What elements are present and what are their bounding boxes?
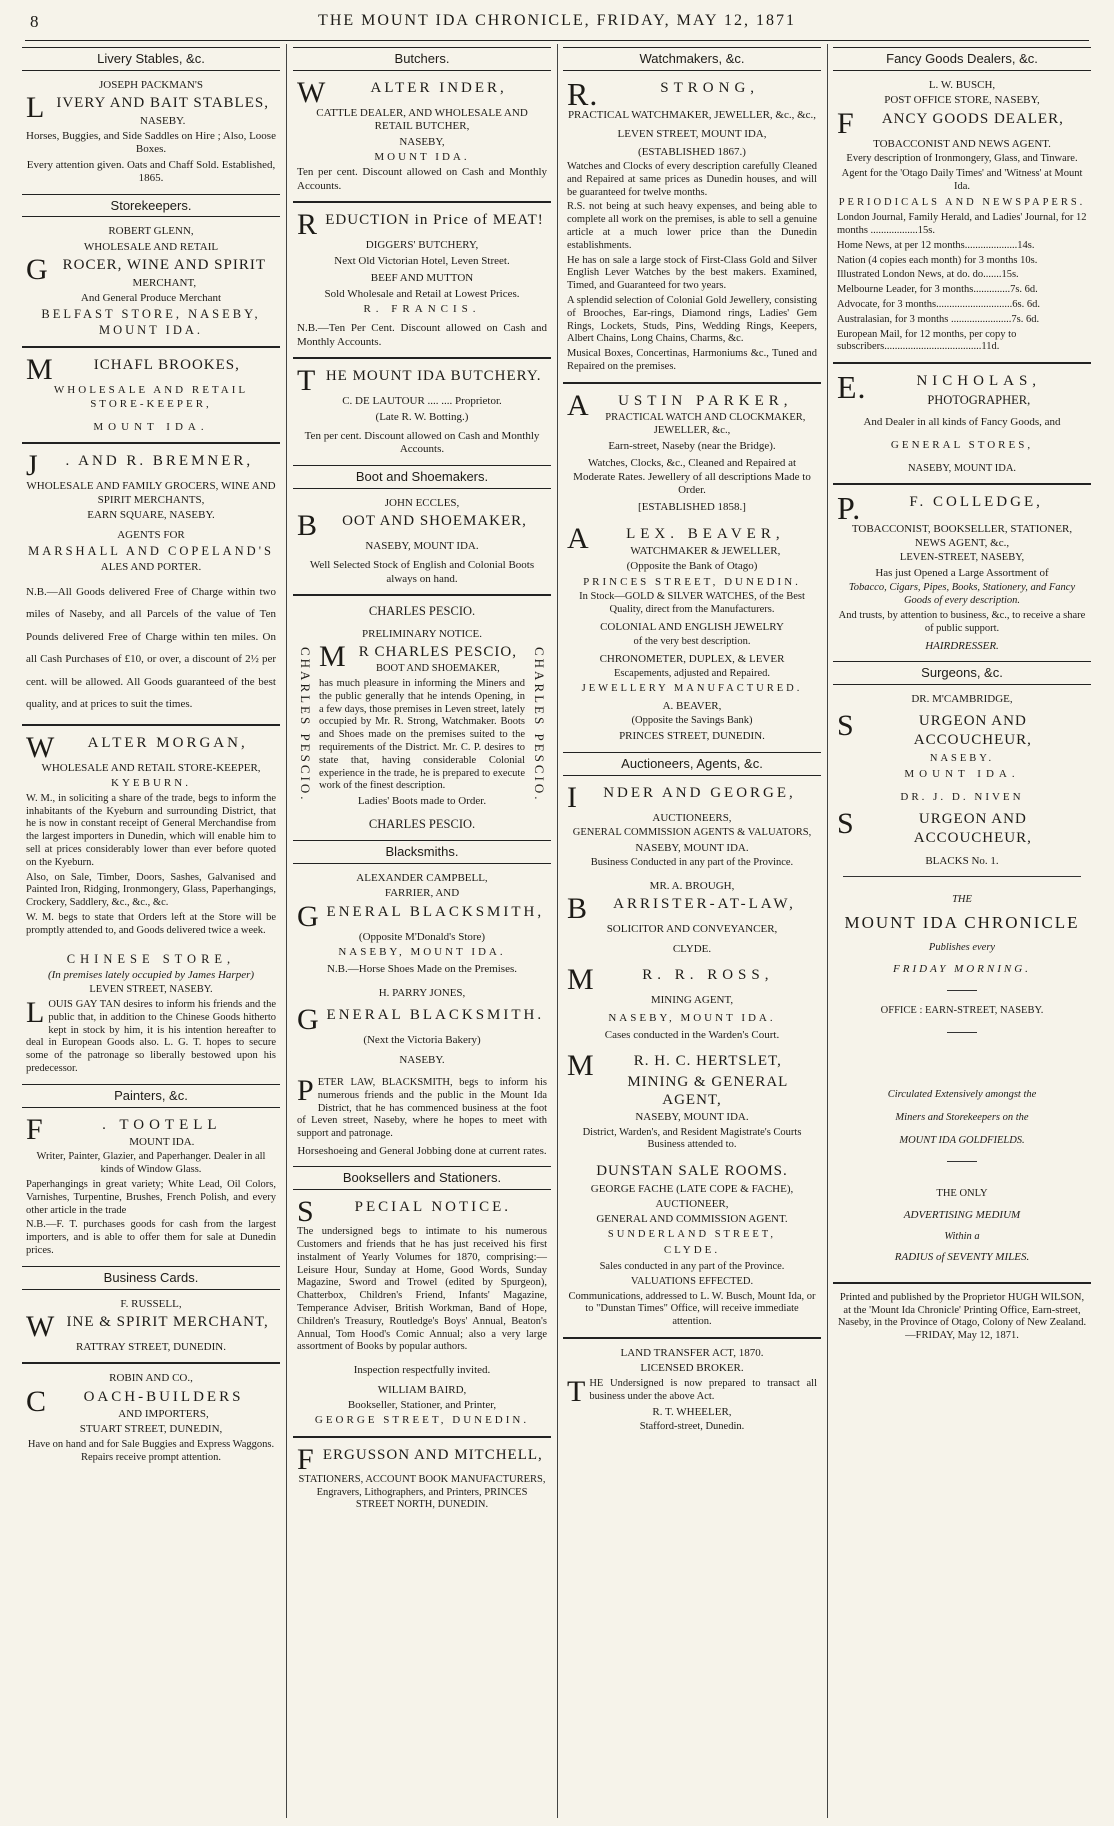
ad-line: AUCTIONEER,: [655, 1197, 729, 1210]
ad-name: A. BEAVER,: [662, 700, 722, 713]
ad-bremner: [22, 447, 280, 721]
column-4: [833, 44, 1091, 1818]
ad-body: Also, on Sale, Timber, Doors, Sashes, Galvanised and Painted Iron, Ridging, Ironmongery, Glass, Paperhangings, Crockery, Saddlery, &c., &c., &c.: [26, 871, 276, 909]
drop-cap: W: [26, 1309, 56, 1343]
ad-land-transfer: [563, 1342, 821, 1439]
ad-place: NASEBY, MOUNT IDA.: [635, 1111, 749, 1124]
ad-body: Writer, Painter, Glazier, and Paperhanger. Dealer in all kinds of Window Glass.: [36, 1151, 266, 1176]
ad-line: WHOLESALE AND RETAIL STORE-KEEPER,: [41, 761, 261, 774]
ad-title: R. R. ROSS,: [642, 967, 774, 984]
ad-busch: [833, 74, 1091, 359]
ad-title: ERGUSSON AND MITCHELL,: [322, 1446, 543, 1463]
ad-title: OACH-BUILDERS: [83, 1388, 244, 1405]
ad-place: MOUNT IDA.: [904, 767, 1020, 780]
ad-body: A splendid selection of Colonial Gold Jewellery, consisting of Brooches, Ear-rings, Diamond rings, Ladies' Gem Rings, Lockets, Studs, Pins, Wedding Rings, Keepers, Albert Chains, Long Chains, Charms, &c.: [567, 295, 817, 345]
ad-name: ROBERT GLENN,: [108, 225, 194, 238]
ad-line: PRACTICAL WATCH AND CLOCKMAKER, JEWELLER, &c.,: [605, 412, 806, 436]
ad-title: HE MOUNT IDA BUTCHERY.: [325, 368, 542, 385]
ad-place: BLACKS No. 1.: [925, 855, 999, 868]
ad-body: Paperhangings in great variety; White Lead, Oil Colors, Varnishes, Turpentine, Brushes, French Polish, and every other article in the trade: [26, 1178, 276, 1216]
ad-title: URGEON AND ACCOUCHEUR,: [913, 811, 1032, 846]
ad-baird: [293, 1193, 551, 1433]
ad-body: ETER LAW, BLACKSMITH, begs to inform his numerous friends and the public in the Mount Ida District, that he has commenced business at the foot of Leven street, Naseby, where he hopes to meet with support and patronage.: [297, 1076, 547, 1140]
ad-title: URGEON AND ACCOUCHEUR,: [913, 713, 1032, 748]
ad-body: Every description of Ironmongery, Glass, and Tinware.: [846, 153, 1078, 165]
column-2: [293, 44, 551, 1818]
drop-cap: B: [297, 509, 319, 543]
ad-address: BELFAST STORE, NASEBY, MOUNT IDA.: [41, 307, 261, 337]
masthead-notice: [833, 880, 1091, 1278]
ad-body: Ten per cent. Discount allowed on Cash and Monthly Accounts.: [304, 429, 540, 456]
ad-fergusson: [293, 1441, 551, 1517]
drop-cap: G: [297, 899, 320, 933]
drop-cap: S: [837, 807, 855, 841]
ad-line: Ladies' Boots made to Order.: [357, 795, 487, 808]
ad-line: WATCHMAKER & JEWELLER,: [630, 545, 781, 558]
ad-body: has much pleasure in informing the Miners and the public generally that he intends Opening, in a few days, those premises in Leven street, lately occupied by Mr. R. Strong, Watchmaker. Boots and Shoes made on the premises suited to the requirements of the District. Mr. C. P. desires to state that, having considerable Colonial experience in the trade, he is prepared to execute work of the finest description.: [319, 678, 525, 792]
ad-title: NDER AND GEORGE,: [603, 784, 796, 801]
section-header-blacksmiths: Blacksmiths.: [293, 840, 551, 864]
drop-cap: L: [26, 91, 46, 125]
ad-name: R. T. WHEELER,: [652, 1405, 732, 1418]
section-header-watchmakers: Watchmakers, &c.: [563, 47, 821, 71]
ad-packman: [22, 74, 280, 191]
ad-place: NASEBY, MOUNT IDA.: [365, 540, 479, 553]
ad-place: LEVEN STREET, NASEBY.: [89, 984, 213, 996]
ad-body: Has just Opened a Large Assortment of: [875, 567, 1049, 579]
ad-line: JEWELLERY MANUFACTURED.: [581, 683, 803, 695]
ad-tootell: [22, 1111, 280, 1263]
ad-title: CHARLES PESCIO.: [368, 604, 476, 619]
ad-place: CLYDE.: [663, 1243, 721, 1256]
drop-cap: A: [567, 521, 590, 555]
ad-line: And General Produce Merchant: [80, 291, 222, 304]
drop-cap: B: [567, 892, 589, 926]
ad-place: NASEBY, MOUNT IDA.: [608, 1011, 776, 1024]
column-divider: [557, 44, 558, 1818]
ad-line: Escapements, adjusted and Repaired.: [614, 668, 770, 680]
ad-line: BEEF AND MUTTON: [370, 272, 474, 285]
ad-title: . AND R. BREMNER,: [65, 453, 254, 470]
ad-line: Next Old Victorian Hotel, Leven Street.: [334, 254, 510, 267]
drop-cap: M: [567, 963, 595, 997]
ad-line: GENERAL AND COMMISSION AGENT.: [596, 1213, 788, 1226]
ad-line: (Opposite the Bank of Otago): [626, 560, 758, 573]
ad-title: IVERY AND BAIT STABLES,: [56, 95, 269, 112]
column-1: [22, 44, 280, 1818]
ad-name: DR. J. D. NIVEN: [900, 791, 1024, 804]
ad-place: NASEBY.: [139, 114, 186, 127]
ad-place: LEVEN-STREET, NASEBY,: [899, 552, 1025, 564]
ad-title: OOT AND SHOEMAKER,: [342, 513, 527, 530]
ad-title: ALTER INDER,: [370, 79, 507, 96]
ad-body: Every attention given. Oats and Chaff Sold. Established, 1865.: [26, 158, 276, 185]
ad-hertslet: [563, 1047, 821, 1157]
ad-line: MARSHALL AND COPELAND'S: [28, 544, 274, 559]
ad-place: STUART STREET, DUNEDIN,: [79, 1423, 223, 1436]
ad-line: VALUATIONS EFFECTED.: [630, 1275, 754, 1287]
ad-dunstan: [563, 1157, 821, 1334]
masthead-line: Miners and Storekeepers on the: [895, 1111, 1029, 1123]
imprint: [833, 1287, 1091, 1348]
drop-cap: S: [297, 1195, 315, 1229]
ad-beaver: [563, 520, 821, 749]
periodical-item: Australasian, for 3 months .......................7s. 6d.: [837, 313, 1040, 325]
ad-title: ICHAFL BROOKES,: [93, 356, 240, 373]
ad-line: C. DE LAUTOUR .... .... Proprietor.: [342, 395, 502, 408]
ad-title: ARRISTER-AT-LAW,: [613, 896, 796, 913]
ad-body: And trusts, by attention to business, &c., to receive a share of public support.: [838, 610, 1086, 634]
ad-line: (Opposite M'Donald's Store): [358, 930, 486, 943]
ad-title: ENERAL BLACKSMITH.: [326, 1007, 545, 1024]
ad-russell: [22, 1293, 280, 1360]
ad-footer: CHARLES PESCIO.: [368, 816, 476, 831]
ad-body: OUIS GAY TAN desires to inform his friends and the public that, in addition to the Chinese Goods hitherto kept in stock by him, it is his intention hereafter to deal in European Goods also. L. G. T. hopes to secure some of the patronage so liberally bestowed upon his predecessor.: [26, 998, 276, 1074]
ad-body: Watches and Clocks of every description carefully Cleaned and Repaired at same prices as Dunedin houses, and will be guaranteed for twelve months.: [567, 161, 817, 198]
drop-cap: L: [26, 995, 45, 1029]
ad-body: N.B.—All Goods delivered Free of Charge within two miles of Naseby, and all Parcels of the value of Ten Pounds delivered Free of Charge within ten miles. On all Cash Purchases of £10, or over, a discount of 2½ per cent. will be allowed. All Goods guaranteed of the best quality, and at prices to suit the times.: [26, 585, 276, 711]
ad-line: FARRIER, AND: [384, 887, 460, 900]
ad-name: H. PARRY JONES,: [378, 986, 466, 999]
masthead-line: THE ONLY: [936, 1188, 988, 1200]
ad-title: R CHARLES PESCIO,: [358, 643, 517, 660]
ad-line: LICENSED BROKER.: [640, 1362, 744, 1375]
masthead-line: Within a: [944, 1230, 980, 1242]
ad-title: DUNSTAN SALE ROOMS.: [596, 1163, 788, 1180]
column-3: [563, 44, 821, 1818]
ad-line: BOOT AND SHOEMAKER,: [375, 663, 500, 675]
drop-cap: W: [26, 730, 56, 764]
ad-line: AUCTIONEERS,: [652, 811, 732, 824]
ad-line: WHOLESALE AND FAMILY GROCERS, WINE AND SPIRIT MERCHANTS,: [26, 480, 276, 506]
ad-place: NASEBY.: [399, 1053, 445, 1066]
ad-body: W. M., in soliciting a share of the trade, begs to inform the inhabitants of the Kyeburn and surrounding District, that he is now in constant receipt of General Merchandise from the largest importers in Dunedin, which will enable him to sell at prices considerably lower than ever before quoted on the Kyeburn.: [26, 792, 276, 868]
ad-place: NASEBY.: [929, 752, 995, 764]
ad-brough: [563, 875, 821, 961]
masthead-line: Circulated Extensively amongst the: [887, 1089, 1037, 1100]
page-number: 8: [30, 12, 39, 31]
ad-body: Agent for the 'Otago Daily Times' and 'Witness' at Mount Ida.: [841, 167, 1083, 192]
ad-body: N.B.—Ten Per Cent. Discount allowed on Cash and Monthly Accounts.: [297, 322, 547, 348]
drop-cap: F: [26, 1112, 44, 1146]
drop-cap: P.: [837, 490, 862, 527]
ad-place: EARN SQUARE, NASEBY.: [87, 509, 215, 522]
ad-place: CLYDE.: [672, 942, 712, 955]
drop-cap: T: [567, 1374, 586, 1408]
ad-mccambridge: [833, 688, 1091, 786]
ad-body: In Stock—GOLD & SILVER WATCHES, of the Best Quality, direct from the Manufacturers.: [579, 591, 805, 616]
ad-name: JOSEPH PACKMAN'S: [99, 78, 203, 91]
ad-jones: [293, 982, 551, 1072]
ad-line: (Next the Victoria Bakery): [363, 1034, 481, 1047]
ad-line: Sold Wholesale and Retail at Lowest Prices.: [324, 287, 520, 300]
section-header-painters: Painters, &c.: [22, 1084, 280, 1108]
drop-cap: G: [297, 1003, 320, 1037]
ad-title: INE & SPIRIT MERCHANT,: [66, 1313, 269, 1330]
ad-line: PRELIMINARY NOTICE.: [362, 627, 482, 640]
drop-cap: W: [297, 75, 327, 109]
pescio-side-label: CHARLES PESCIO.: [532, 646, 547, 803]
ad-strong: [563, 74, 821, 379]
section-header-livery: Livery Stables, &c.: [22, 47, 280, 71]
section-header-surgeons: Surgeons, &c.: [833, 661, 1091, 685]
ad-place: MOUNT IDA.: [93, 420, 209, 433]
ad-body: R.S. not being at such heavy expenses, and being able to complete all work on the premises, is able to sell a genuine article at a much lower price than the Dunedin establishments.: [567, 201, 817, 251]
ad-place: MOUNT IDA.: [129, 1135, 195, 1148]
ad-line: GENERAL STORES,: [890, 439, 1034, 452]
ad-line: WHOLESALE AND RETAIL STORE-KEEPER,: [53, 384, 249, 410]
ad-place: GEORGE STREET, DUNEDIN.: [314, 1414, 530, 1427]
ad-place: Earn-street, Naseby (near the Bridge).: [608, 439, 776, 452]
ad-line: COLONIAL AND ENGLISH JEWELRY: [600, 620, 784, 633]
ad-line: MINING & GENERAL AGENT,: [627, 1073, 789, 1108]
ad-place: MOUNT IDA.: [374, 151, 470, 164]
pescio-side-label: CHARLES PESCIO.: [297, 646, 313, 803]
ad-body: Musical Boxes, Concertinas, Harmoniums &c., Tuned and Repaired on the premises.: [567, 348, 817, 373]
drop-cap: S: [837, 709, 855, 743]
drop-cap: R: [297, 208, 319, 242]
ad-line: ALES AND PORTER.: [100, 561, 202, 574]
drop-cap: M: [319, 639, 347, 673]
drop-cap: J: [26, 449, 39, 483]
ad-name: ALEXANDER CAMPBELL,: [356, 871, 488, 884]
ad-robin: [22, 1367, 280, 1469]
ad-place: NASEBY, MOUNT IDA.: [338, 945, 506, 958]
section-header-butchers: Butchers.: [293, 47, 551, 71]
ad-title: ROCER, WINE AND SPIRIT: [62, 257, 267, 274]
ad-line: MERCHANT,: [132, 276, 197, 289]
ad-footer: Horseshoeing and General Jobbing done at current rates.: [297, 1144, 547, 1157]
ad-mount-ida-butchery: [293, 362, 551, 462]
ad-line: AND IMPORTERS,: [118, 1408, 209, 1421]
masthead-line: ADVERTISING MEDIUM: [903, 1209, 1021, 1222]
section-header-fancy-goods: Fancy Goods Dealers, &c.: [833, 47, 1091, 71]
ad-place: LEVEN STREET, MOUNT IDA,: [617, 128, 767, 141]
drop-cap: F: [297, 1442, 315, 1476]
ad-line: HAIRDRESSER.: [925, 639, 999, 652]
ad-diggers-butchery: [293, 206, 551, 354]
ad-title: USTIN PARKER,: [618, 392, 793, 409]
drop-cap: M: [567, 1049, 595, 1083]
drop-cap: E.: [837, 369, 867, 406]
ad-body: STATIONERS, ACCOUNT BOOK MANUFACTURERS, Engravers, Lithographers, and Printers, PRINCES STREET NORTH, DUNEDIN.: [298, 1473, 546, 1511]
ad-inder: [293, 74, 551, 198]
ad-line: CATTLE DEALER, AND WHOLESALE AND RETAIL BUTCHER,: [316, 106, 528, 133]
ad-title: ENERAL BLACKSMITH,: [326, 903, 545, 920]
ad-title: PECIAL NOTICE.: [354, 1199, 512, 1216]
masthead-the: THE: [952, 894, 972, 906]
section-header-auctioneers: Auctioneers, Agents, &c.: [563, 752, 821, 776]
ad-law: [293, 1072, 551, 1163]
ad-body: Horses, Buggies, and Side Saddles on Hire ; Also, Loose Boxes.: [26, 129, 276, 156]
ad-nicholas: [833, 367, 1091, 480]
ad-body: He has on sale a large stock of First-Class Gold and Silver English Lever Watches by the best makers. Examined, Timed, and Guaranteed for two years.: [567, 254, 817, 292]
drop-cap: T: [297, 364, 317, 398]
ad-name: DIGGERS' BUTCHERY,: [365, 239, 479, 252]
periodical-item: Advocate, for 3 months.............................6s. 6d.: [837, 299, 1040, 311]
drop-cap: R.: [567, 75, 599, 112]
ad-place: NASEBY,: [399, 135, 445, 148]
ad-name: WILLIAM BAIRD,: [377, 1383, 467, 1396]
ad-line: PHOTOGRAPHER,: [927, 392, 1031, 407]
ad-morgan: [22, 729, 280, 943]
periodical-item: London Journal, Family Herald, and Ladies' Journal, for 12 months ..................15s.: [837, 212, 1087, 237]
ad-body: District, Warden's, and Resident Magistrate's Courts Business attended to.: [582, 1126, 802, 1151]
ad-place: KYEBURN.: [111, 777, 191, 790]
ad-place: PRINCES STREET, DUNEDIN.: [619, 730, 765, 743]
ad-name: JOHN ECCLES,: [384, 496, 460, 509]
ad-body: Have on hand and for Sale Buggies and Express Waggons. Repairs receive prompt attention.: [27, 1438, 275, 1463]
ad-niven: [833, 786, 1091, 873]
ad-line: SOLICITOR AND CONVEYANCER,: [606, 923, 778, 936]
ad-name: DR. M'CAMBRIDGE,: [911, 692, 1013, 705]
page-header: [0, 0, 1114, 44]
ad-place: NASEBY, MOUNT IDA.: [635, 841, 749, 854]
ad-colledge: [833, 488, 1091, 658]
ad-body: The undersigned begs to intimate to his numerous Customers and friends that he has just received his first instalment of Yearly Volumes for 1870, comprising:—Leisure Hour, Sunday at Home, Good Words, Sunday Magazine, Sword and Trowel (edited by Spurgeon), Chatterbox, Children's Friend, Infants' Magazine, Temperance Adviser, British Workman, Band of Hope, Children's Treasury, Routledge's Boys' Annual, Beaton's Annual, Tom Hood's Comic Annual; also a very large assortment of Books by popular authors.: [297, 1226, 547, 1353]
ad-body: And Dealer in all kinds of Fancy Goods, and: [863, 415, 1061, 428]
ad-line: of the very best description.: [633, 636, 751, 648]
periodical-item: Melbourne Leader, for 3 months..............7s. 6d.: [837, 284, 1038, 296]
drop-cap: A: [567, 388, 590, 422]
ad-name: F. RUSSELL,: [120, 1297, 182, 1310]
ad-body: N.B.—Horse Shoes Made on the Premises.: [326, 963, 518, 976]
ad-body: Cases conducted in the Warden's Court.: [604, 1028, 780, 1041]
ad-name: MR. A. BROUGH,: [649, 879, 735, 892]
ad-brookes: [22, 351, 280, 440]
newspaper-title: THE MOUNT IDA CHRONICLE, FRIDAY, MAY 12, 1871: [318, 12, 796, 29]
ad-line: PERIODICALS AND NEWSPAPERS.: [838, 197, 1086, 209]
ad-line: POST OFFICE STORE, NASEBY,: [884, 94, 1040, 107]
periodical-item: European Mail, for 12 months, per copy to subscribers.....................................11d.: [837, 328, 1017, 353]
ad-title: ALTER MORGAN,: [87, 734, 248, 751]
periodical-item: Nation (4 copies each month) for 3 months 10s.: [837, 254, 1038, 266]
ad-line: Bookseller, Stationer, and Printer,: [347, 1398, 497, 1411]
section-header-storekeepers: Storekeepers.: [22, 194, 280, 218]
imprint-text: Printed and published by the Proprietor HUGH WILSON, at the 'Mount Ida Chronicle' Printing Office, Earn-street, Naseby, in the Province of Otago, Colony of New Zealand. —FRIDAY, May 12, 1871.: [837, 1291, 1087, 1342]
ad-body: N.B.—F. T. purchases goods for cash from the largest importers, and is able to offer them for sale at Dunedin prices.: [26, 1219, 276, 1256]
masthead-office: OFFICE : EARN-STREET, NASEBY.: [880, 1005, 1044, 1017]
ad-glenn: [22, 220, 280, 342]
ad-name: L. W. BUSCH,: [928, 78, 996, 91]
ad-body: Sales conducted in any part of the Province.: [599, 1260, 785, 1272]
column-divider: [827, 44, 828, 1818]
ad-ross: [563, 961, 821, 1047]
ad-title: R. H. C. HERTSLET,: [633, 1053, 782, 1070]
drop-cap: C: [26, 1384, 48, 1418]
drop-cap: P: [297, 1073, 314, 1107]
ad-place: PRINCES STREET, DUNEDIN.: [583, 575, 801, 588]
ad-title: LEX. BEAVER,: [626, 525, 785, 542]
ad-body: Communications, addressed to L. W. Busch, Mount Ida, or to "Dunstan Times" Office, will receive immediate attention.: [568, 1290, 816, 1328]
ad-chinese-store: [22, 943, 280, 1081]
ad-title: NICHOLAS,: [916, 373, 1042, 390]
drop-cap: I: [567, 780, 578, 814]
masthead-line: MOUNT IDA GOLDFIELDS.: [899, 1134, 1025, 1146]
ad-body: W. M. begs to state that Orders left at the Store will be promptly attended to, and Goods delivered twice a week.: [26, 911, 276, 936]
ad-title: CHINESE STORE,: [66, 951, 236, 966]
ad-line: TOBACCONIST AND NEWS AGENT.: [873, 137, 1051, 150]
header-rule: [25, 40, 1089, 41]
ad-place: SUNDERLAND STREET,: [607, 1228, 777, 1240]
ad-name: ROBIN AND CO.,: [109, 1372, 193, 1385]
ad-line: Inspection respectfully invited.: [353, 1364, 491, 1377]
ad-campbell: [293, 867, 551, 982]
ad-pescio: [293, 599, 551, 837]
periodical-item: Illustrated London News, at do. do.......15s.: [837, 269, 1019, 281]
ad-body: Watches, Clocks, &c., Cleaned and Repaired at Moderate Rates. Jewellery of all descriptions Made to Order.: [573, 457, 811, 496]
ad-place: RATTRAY STREET, DUNEDIN.: [76, 1340, 226, 1353]
ad-name: GEORGE FACHE (LATE COPE & FACHE),: [590, 1182, 794, 1195]
ad-line: (Late R. W. Botting.): [375, 410, 469, 423]
masthead-title: MOUNT IDA CHRONICLE: [844, 913, 1080, 933]
ad-place: NASEBY, MOUNT IDA.: [907, 462, 1017, 474]
ad-line: MINING AGENT,: [650, 994, 734, 1007]
ad-line: TOBACCONIST, BOOKSELLER, STATIONER, NEWS AGENT, &c.,: [851, 523, 1073, 549]
ad-title: EDUCTION in Price of MEAT!: [325, 212, 544, 229]
section-header-boot: Boot and Shoemakers.: [293, 465, 551, 489]
masthead-day: FRIDAY MORNING.: [893, 962, 1031, 975]
ad-line: WHOLESALE AND RETAIL: [83, 240, 219, 253]
ad-title: LAND TRANSFER ACT, 1870.: [620, 1346, 764, 1359]
masthead-line: RADIUS of SEVENTY MILES.: [894, 1251, 1030, 1264]
ad-line: (Opposite the Savings Bank): [631, 715, 753, 727]
periodical-item: Home News, at per 12 months....................14s.: [837, 239, 1035, 251]
section-header-booksellers: Booksellers and Stationers.: [293, 1166, 551, 1190]
ad-body: HE Undersigned is now prepared to transact all business under the above Act.: [589, 1377, 817, 1402]
drop-cap: G: [26, 253, 49, 287]
ad-line: CHRONOMETER, DUPLEX, & LEVER: [599, 653, 785, 666]
ad-line: (In premises lately occupied by James Harper): [47, 968, 255, 981]
ad-body: Business Conducted in any part of the Province.: [590, 857, 794, 869]
ad-body: Ten per cent. Discount allowed on Cash and Monthly Accounts.: [297, 166, 547, 192]
ad-name: R. FRANCIS.: [363, 302, 481, 315]
ad-line: AGENTS FOR: [117, 528, 185, 541]
ad-body: Tobacco, Cigars, Pipes, Books, Stationery, and Fancy Goods of every description.: [848, 582, 1076, 607]
ad-title: ANCY GOODS DEALER,: [881, 110, 1064, 127]
masthead-line: Publishes every: [928, 942, 996, 953]
drop-cap: F: [837, 106, 855, 140]
ad-line: [ESTABLISHED 1858.]: [638, 501, 746, 514]
ad-title: F. COLLEDGE,: [909, 494, 1043, 511]
ad-title: STRONG,: [660, 79, 760, 96]
ad-eccles: [293, 492, 551, 592]
ad-line: PRACTICAL WATCHMAKER, JEWELLER, &c., &c.,: [567, 108, 817, 121]
ad-parker: [563, 387, 821, 520]
ad-body: Well Selected Stock of English and Colonial Boots always on hand.: [309, 559, 535, 585]
ad-place: Stafford-street, Dunedin.: [639, 1421, 745, 1433]
section-header-business: Business Cards.: [22, 1266, 280, 1290]
drop-cap: M: [26, 352, 54, 386]
column-divider: [286, 44, 287, 1818]
ad-inder-george: [563, 779, 821, 875]
ad-line: GENERAL COMMISSION AGENTS & VALUATORS,: [572, 826, 812, 838]
ad-line: (ESTABLISHED 1867.): [638, 145, 746, 158]
ad-title: . TOOTELL: [102, 1116, 222, 1133]
